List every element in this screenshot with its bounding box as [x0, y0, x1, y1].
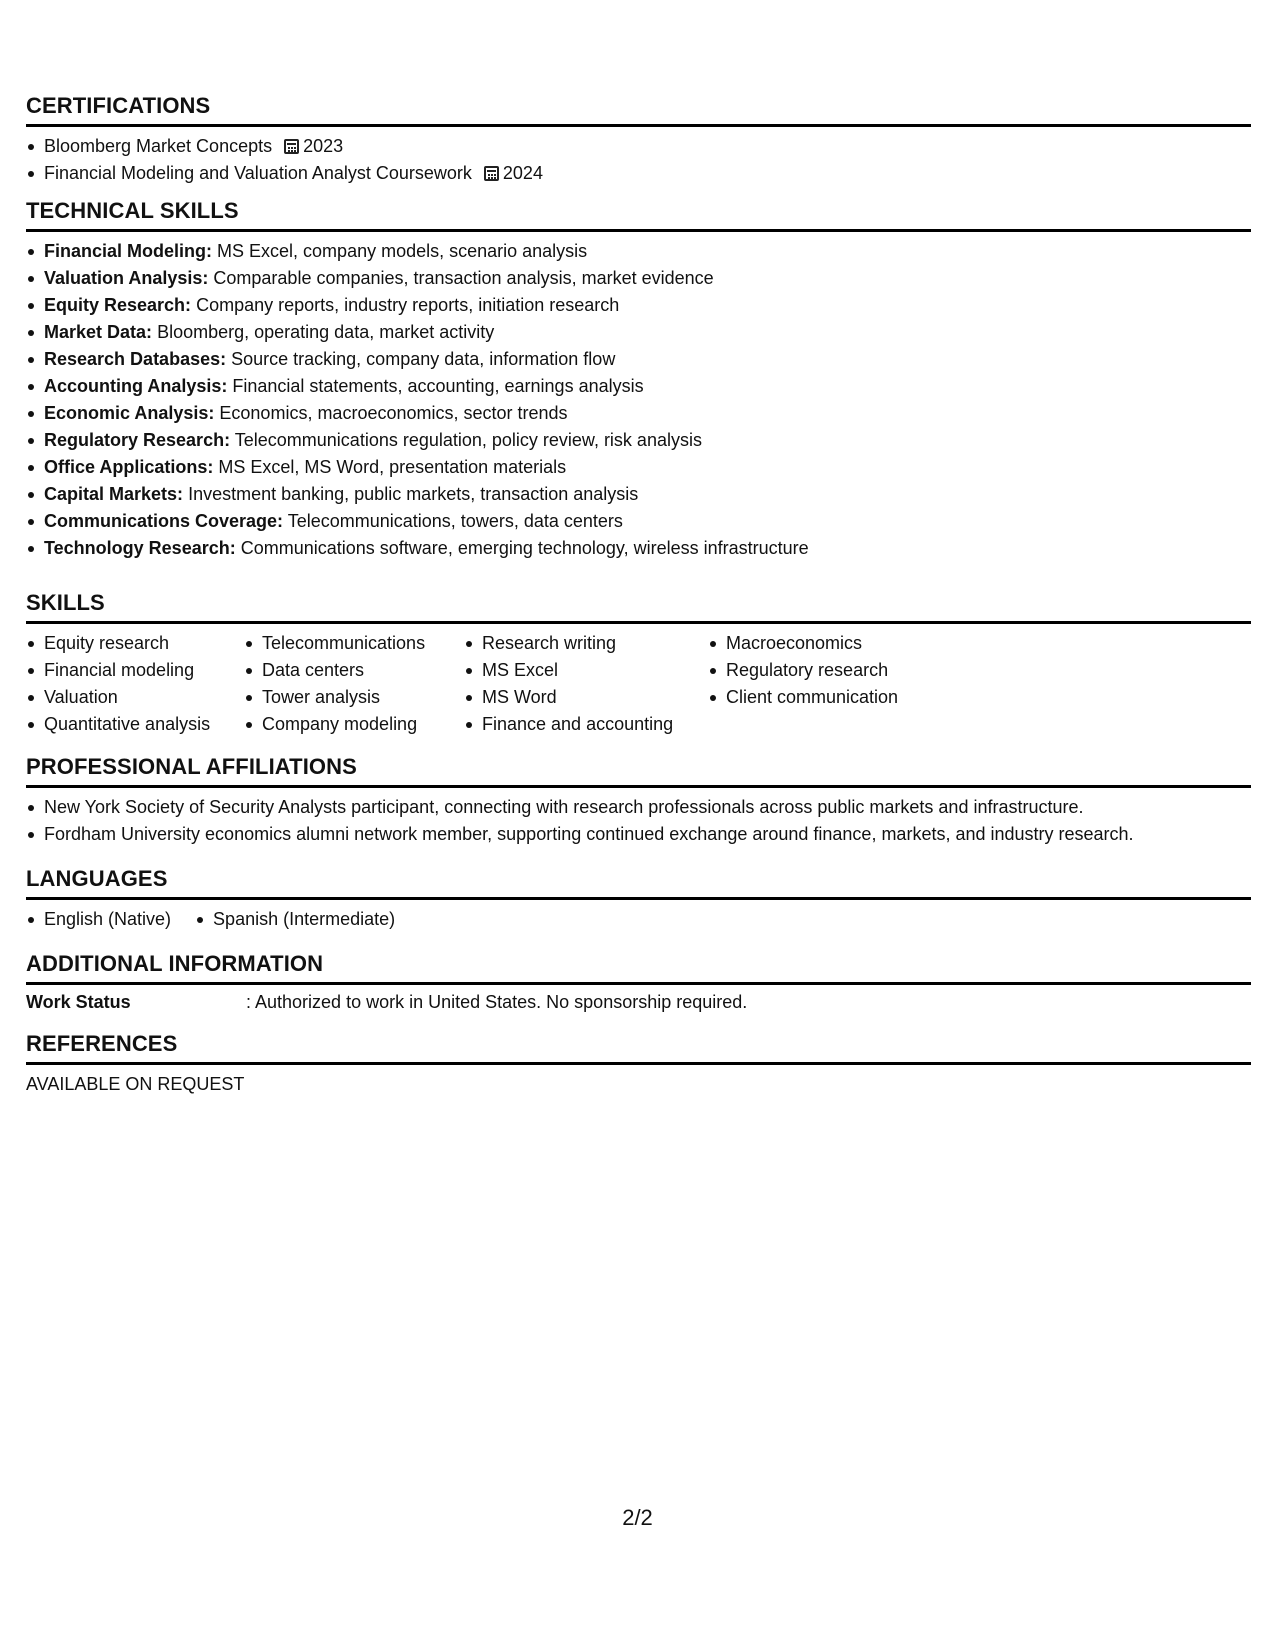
page-number: 2/2 [622, 1505, 653, 1530]
list-item: Client communication [708, 684, 968, 711]
skill-label: Technology Research: [44, 538, 236, 558]
technical-skills-heading: TECHNICAL SKILLS [26, 198, 1251, 232]
skill-text: Investment banking, public markets, transaction analysis [188, 484, 639, 504]
skill-label: Office Applications: [44, 457, 214, 477]
skills-heading: SKILLS [26, 590, 1251, 624]
technical-skills-list [26, 232, 1251, 562]
list-item [26, 265, 1251, 292]
list-item: New York Society of Security Analysts participant, connecting with research professionals across public markets and infrastructure. [26, 794, 1251, 821]
skill-label: Market Data: [44, 322, 153, 342]
skill-text: Telecommunications regulation, policy review, risk analysis [234, 430, 702, 450]
languages-heading: LANGUAGES [26, 866, 1251, 900]
list-item [26, 319, 1251, 346]
certifications-heading: CERTIFICATIONS [26, 93, 1251, 127]
list-item [26, 373, 1251, 400]
certification-name: Bloomberg Market Concepts [44, 136, 273, 156]
list-item: Financial modeling [26, 657, 244, 684]
affiliations-list [26, 788, 1251, 848]
list-item: Research writing [464, 630, 708, 657]
skill-label: Financial Modeling: [44, 241, 213, 261]
skills-column [708, 630, 968, 738]
list-item: Tower analysis [244, 684, 464, 711]
list-item: Telecommunications [244, 630, 464, 657]
work-status-label: Work Status [26, 992, 131, 1012]
list-item: Valuation [26, 684, 244, 711]
list-item: Quantitative analysis [26, 711, 244, 738]
list-item [26, 160, 1251, 187]
skill-text: Company reports, industry reports, initiation research [196, 295, 620, 315]
skills-column [26, 630, 244, 738]
affiliations-heading: PROFESSIONAL AFFILIATIONS [26, 754, 1251, 788]
skill-text: MS Excel, company models, scenario analysis [217, 241, 588, 261]
skill-label: Research Databases: [44, 349, 227, 369]
additional-information-heading: ADDITIONAL INFORMATION [26, 951, 1251, 985]
skill-text: Comparable companies, transaction analysis, market evidence [213, 268, 714, 288]
list-item [26, 454, 1251, 481]
list-item [26, 238, 1251, 265]
languages-section [26, 866, 1251, 933]
list-item: MS Excel [464, 657, 708, 684]
certification-year: 2024 [502, 163, 543, 183]
skill-text: Bloomberg, operating data, market activity [157, 322, 495, 342]
skill-label: Communications Coverage: [44, 511, 284, 531]
skill-text: Communications software, emerging technology, wireless infrastructure [240, 538, 809, 558]
skill-label: Accounting Analysis: [44, 376, 228, 396]
additional-information-section [26, 951, 1251, 1016]
list-item: Macroeconomics [708, 630, 968, 657]
skill-text: Source tracking, company data, information flow [231, 349, 616, 369]
list-item: Spanish (Intermediate) [195, 906, 395, 933]
list-item [26, 508, 1251, 535]
skill-text: Telecommunications, towers, data centers [287, 511, 623, 531]
skill-label: Valuation Analysis: [44, 268, 209, 288]
skill-text: Financial statements, accounting, earnings analysis [232, 376, 644, 396]
skill-label: Equity Research: [44, 295, 192, 315]
references-text: AVAILABLE ON REQUEST [26, 1074, 245, 1094]
languages-list [26, 900, 1251, 933]
list-item [26, 400, 1251, 427]
skills-column [244, 630, 464, 738]
calendar-icon [284, 139, 299, 154]
skill-text: MS Excel, MS Word, presentation materials [218, 457, 567, 477]
skill-text: Economics, macroeconomics, sector trends [219, 403, 568, 423]
skills-section [26, 590, 1251, 738]
certifications-list [26, 127, 1251, 187]
work-status-row [26, 985, 1251, 1016]
list-item: Regulatory research [708, 657, 968, 684]
list-item: MS Word [464, 684, 708, 711]
skill-label: Capital Markets: [44, 484, 184, 504]
affiliations-section [26, 754, 1251, 848]
references-section [26, 1031, 1251, 1098]
list-item [26, 535, 1251, 562]
certification-year: 2023 [303, 136, 344, 156]
references-heading: REFERENCES [26, 1031, 1251, 1065]
list-item [26, 481, 1251, 508]
list-item [26, 346, 1251, 373]
skills-grid [26, 624, 1251, 738]
certifications-section [26, 93, 1251, 187]
work-status-value: : Authorized to work in United States. No sponsorship required. [246, 992, 748, 1012]
calendar-icon [484, 166, 499, 181]
list-item: Finance and accounting [464, 711, 708, 738]
technical-skills-section [26, 198, 1251, 562]
list-item: Fordham University economics alumni network member, supporting continued exchange around finance, markets, and industry research. [26, 821, 1251, 848]
list-item: Company modeling [244, 711, 464, 738]
skills-column [464, 630, 708, 738]
list-item [26, 133, 1251, 160]
skill-label: Regulatory Research: [44, 430, 231, 450]
list-item [26, 292, 1251, 319]
list-item: Data centers [244, 657, 464, 684]
skill-label: Economic Analysis: [44, 403, 215, 423]
list-item: Equity research [26, 630, 244, 657]
list-item [26, 427, 1251, 454]
list-item: English (Native) [26, 906, 171, 933]
certification-name: Financial Modeling and Valuation Analyst Coursework [44, 163, 472, 183]
